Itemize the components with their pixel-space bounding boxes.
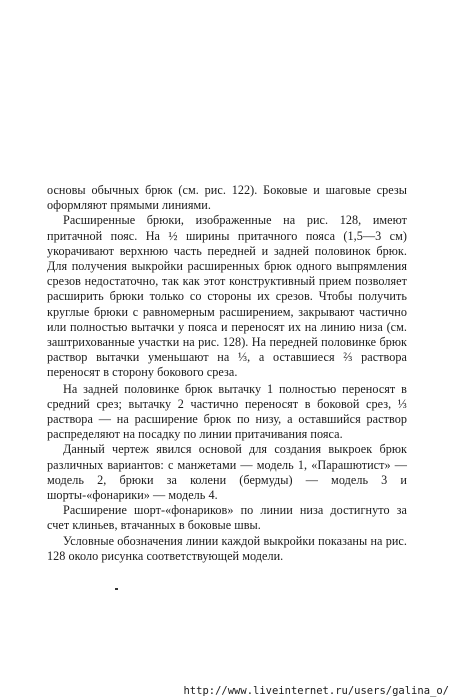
paragraph-shorts-lanterns: Расширение шорт-«фонариков» по линии низа достигнуто за счет клиньев, втачанных в боковые швы.	[47, 503, 407, 533]
paragraph-expanded-trousers: Расширенные брюки, изображенные на рис. 128, имеют притачной пояс. На ½ ширины притачного пояса (1,5—3 см) укорачивают верхнюю часть передней и задней половинок брюк. Для получения выкройки расширенных брюк одного выпрямления срезов недостаточно, так как этот конструктивный прием позволяет расширить брюки только со стороны их срезов. Чтобы получить круглые брюки с равномерным расширением, закрывают частично или полностью вытачки у пояса и переносят их на линию низа (см. заштрихованные участки на рис. 128). На передней половинке брюк раствор вытачки уменьшают на ⅓, а оставшиеся ⅔ раствора переносят в сторону бокового среза.	[47, 213, 407, 380]
paragraph-models: Данный чертеж явился основой для создания выкроек брюк различных вариантов: с манжетами — модель 1, «Парашютист» — модель 2, брюки за колени (бермуды) — модель 3 и шорты-«фонарики» — модель 4.	[47, 442, 407, 503]
paragraph-legend: Условные обозначения линии каждой выкройки показаны на рис. 128 около рисунка соответствующей модели.	[47, 533, 407, 563]
paragraph-back-half: На задней половинке брюк вытачку 1 полностью переносят в средний срез; вытачку 2 частично переносят в боковой срез, ⅓ раствора — на расширение брюк по низу, а оставшийся раствор распределяют на посадку по линии притачивания пояса.	[47, 381, 407, 442]
stray-dot-mark	[115, 588, 118, 590]
watermark-url: http://www.liveinternet.ru/users/galina_o/	[183, 685, 449, 697]
body-text	[47, 183, 407, 564]
paragraph-continuation: основы обычных брюк (см. рис. 122). Боковые и шаговые срезы оформляют прямыми линиями.	[47, 183, 407, 213]
